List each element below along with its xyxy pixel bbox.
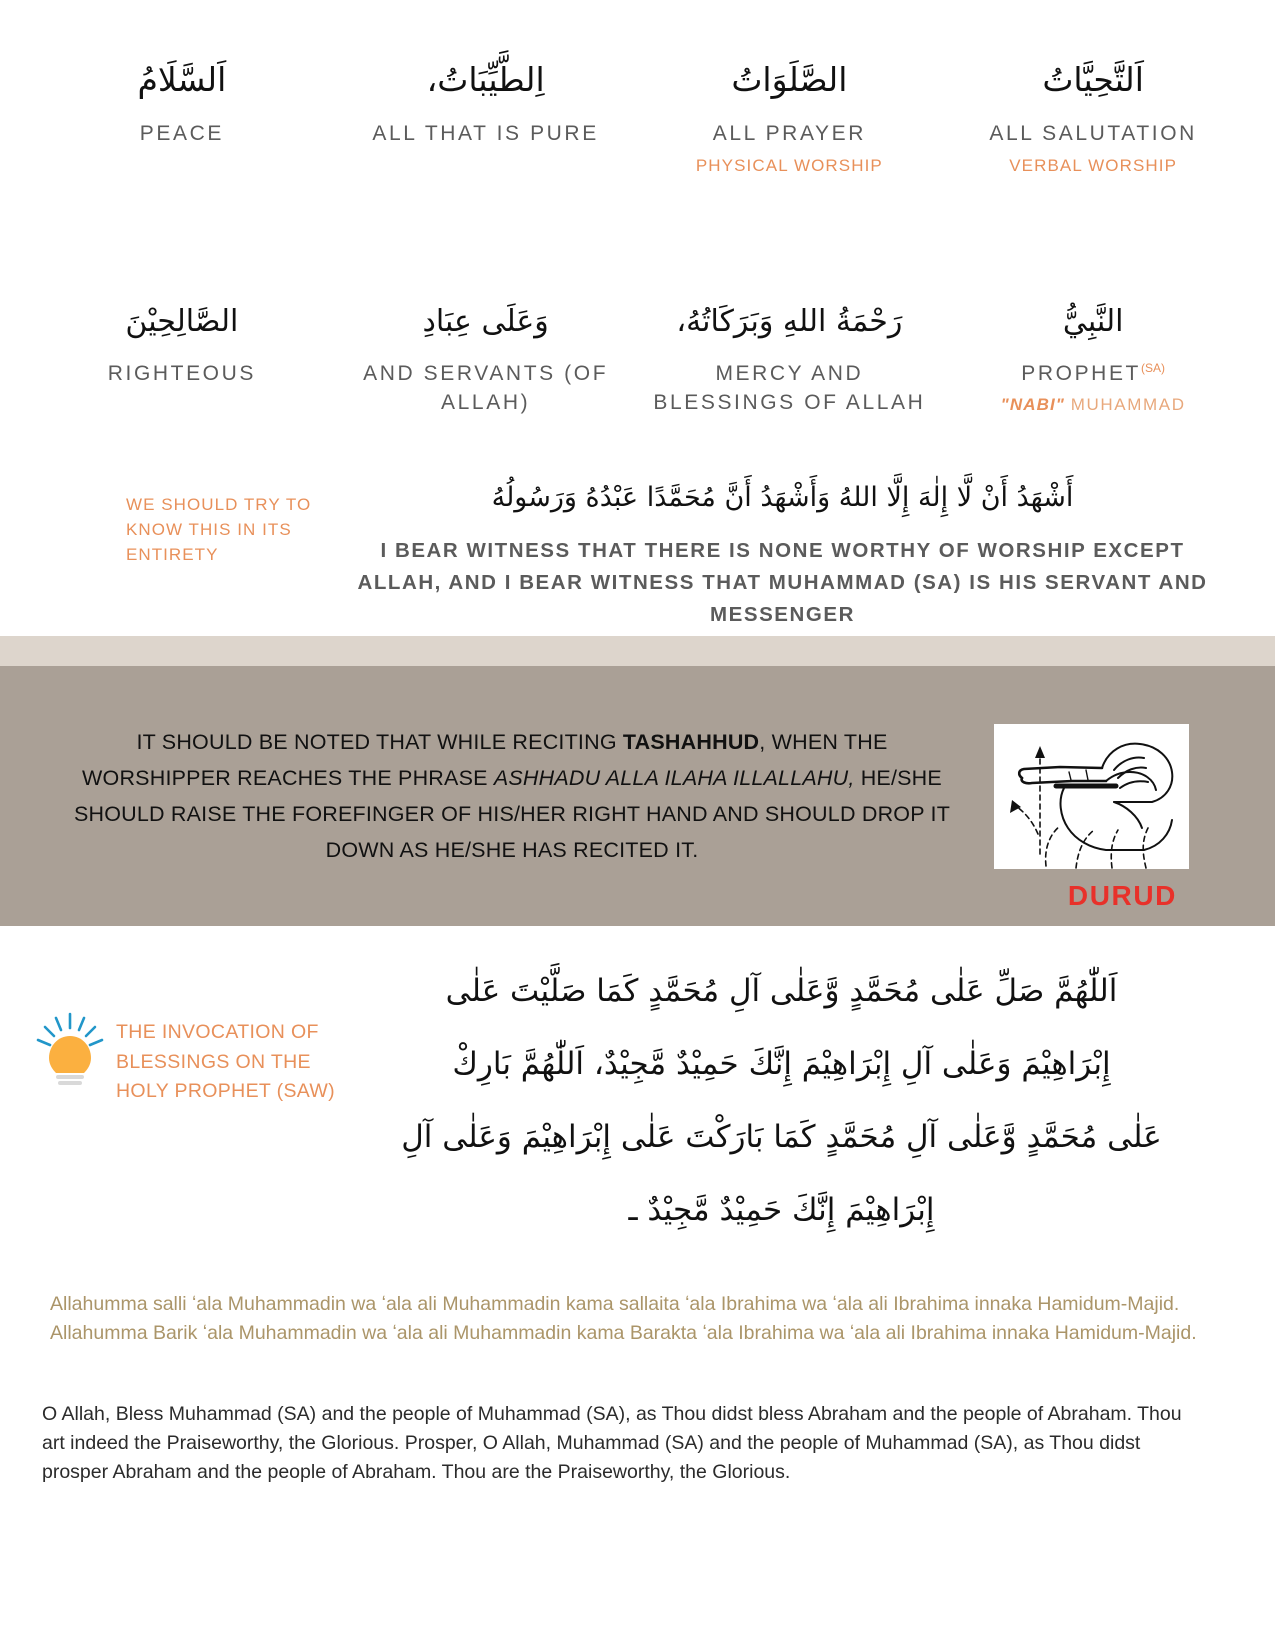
durud-arabic-text <box>380 955 1183 1246</box>
word-cell-salutation <box>941 55 1245 178</box>
band-text-part1: IT SHOULD BE NOTED THAT WHILE RECITING <box>136 729 623 754</box>
shahada-body <box>336 476 1239 630</box>
arabic-term: النَّبِيُّ <box>1062 303 1124 339</box>
lightbulb-sun-icon <box>34 1010 106 1090</box>
band-text-part2: , WHEN THE WORSHIPPER REACHES THE PHRASE <box>82 729 888 790</box>
english-meaning: RIGHTEOUS <box>107 361 256 385</box>
durud-arabic-line: اَللّٰهُمَّ صَلِّ عَلٰى مُحَمَّدٍ وَّعَلٰى آلِ مُحَمَّدٍ كَمَا صَلَّيْتَ عَلٰى <box>445 973 1118 1009</box>
english-meaning: ALL THAT IS PURE <box>372 122 599 145</box>
arabic-term: رَحْمَةُ اللهِ وَبَرَكَاتُهُ، <box>676 303 903 339</box>
word-cell-mercy-blessings <box>638 299 942 419</box>
band-italic-phrase: ASHHADU ALLA ILAHA ILLALLAHU, <box>493 765 855 790</box>
durud-heading: DURUD <box>1067 880 1177 911</box>
worship-type-label: PHYSICAL WORSHIP <box>695 155 883 175</box>
arabic-term: وَعَلَى عِبَادِ <box>422 303 549 339</box>
shahada-arabic: أَشْهَدُ أَنْ لَّا إِلٰهَ إِلَّا اللهُ وَأَشْهَدُ أَنَّ مُحَمَّدًا عَبْدُهُ وَرَسُولُهُ <box>491 482 1074 514</box>
english-meaning: AND SERVANTS (OF ALLAH) <box>363 361 609 415</box>
durud-arabic-line: عَلٰى مُحَمَّدٍ وَّعَلٰى آلِ مُحَمَّدٍ كَمَا بَارَكْتَ عَلٰى إِبْرَاهِيْمَ وَعَلٰى آلِ <box>401 1118 1162 1155</box>
tashahhud-word-row-2 <box>0 244 1275 419</box>
word-cell-prophet <box>941 299 1245 419</box>
english-meaning <box>947 359 1239 389</box>
durud-transliteration: Allahumma salli ʻala Muhammadin wa ʻala ali Muhammadin kama sallaita ʻala Ibrahima wa ʻala ali Ibrahima innaka Hamidum-Majid. Allahumma Barik ʻala Muhammadin wa ʻala ali Muhammadin kama Barakta ʻala Ibrahima wa ʻala ali Ibrahima innaka Hamidum-Majid. <box>50 1293 1197 1345</box>
muhammad-label: MUHAMMAD <box>1070 395 1186 415</box>
arabic-term: الصَّلَوَاتُ <box>731 60 848 99</box>
sa-honorific: (SA) <box>1140 360 1165 375</box>
english-meaning: MERCY AND BLESSINGS OF ALLAH <box>653 361 926 415</box>
tashahhud-word-row-1 <box>0 0 1275 178</box>
shahada-section <box>0 476 1275 630</box>
invocation-callout <box>34 1010 364 1107</box>
shahada-english: I BEAR WITNESS THAT THERE IS NONE WORTHY OF WORSHIP EXCEPT ALLAH, AND I BEAR WITNESS THAT MUHAMMAD (SA) IS HIS SERVANT AND MESSENGER <box>357 539 1208 626</box>
english-meaning: ALL SALUTATION <box>989 122 1197 145</box>
pointing-forefinger-hand-illustration <box>994 724 1189 869</box>
arabic-term: الصَّالِحِيْنَ <box>125 303 239 339</box>
arabic-term: اَلسَّلَامُ <box>137 60 227 99</box>
durud-arabic-line: إِبْرَاهِيْمَ وَعَلٰى آلِ إِبْرَاهِيْمَ إِنَّكَ حَمِيْدٌ مَّجِيْدٌ، اَللّٰهُمَّ بَارِكْ <box>452 1045 1111 1082</box>
band-note-text <box>0 724 994 868</box>
durud-arabic-line: إِبْرَاهِيْمَ إِنَّكَ حَمِيْدٌ مَّجِيْدٌ ـ <box>628 1191 935 1228</box>
english-meaning: PEACE <box>139 122 224 145</box>
word-cell-prayer <box>638 55 942 178</box>
word-cell-peace <box>30 55 334 178</box>
word-cell-pure <box>334 55 638 178</box>
prophet-label: PROPHET <box>1021 361 1141 385</box>
shahada-note: WE SHOULD TRY TO KNOW THIS IN ITS ENTIRETY <box>126 495 312 564</box>
arabic-term: اِلطَّيِّبَاتُ، <box>426 60 545 99</box>
band-bold-word: TASHAHHUD <box>622 729 760 754</box>
band-text-part3: HE/SHE SHOULD RAISE THE FOREFINGER OF HIS/HER RIGHT HAND AND SHOULD DROP IT DOWN AS HE/SHE HAS RECITED IT. <box>73 765 951 863</box>
arabic-term: اَلتَّحِيَّاتُ <box>1042 60 1144 99</box>
worship-type-label: VERBAL WORSHIP <box>1009 155 1178 175</box>
band-top-strip <box>0 636 1275 666</box>
english-meaning: ALL PRAYER <box>712 122 866 145</box>
nabi-label-group <box>947 393 1239 417</box>
word-cell-righteous <box>30 299 334 419</box>
word-cell-servants <box>334 299 638 419</box>
durud-translation: O Allah, Bless Muhammad (SA) and the people of Muhammad (SA), as Thou didst bless Abraham and the people of Abraham. Thou art indeed the Praiseworthy, the Glorious. Prosper, O Allah, Muhammad (SA) and the people of Muhammad (SA), as Thou didst prosper Abraham and the people of Abraham. Thou are the Praiseworthy, the Glorious. <box>42 1403 1182 1483</box>
nabi-label: "NABI" <box>1000 395 1065 415</box>
invocation-label: THE INVOCATION OF BLESSINGS ON THE HOLY PROPHET (SAW) <box>116 1021 336 1103</box>
